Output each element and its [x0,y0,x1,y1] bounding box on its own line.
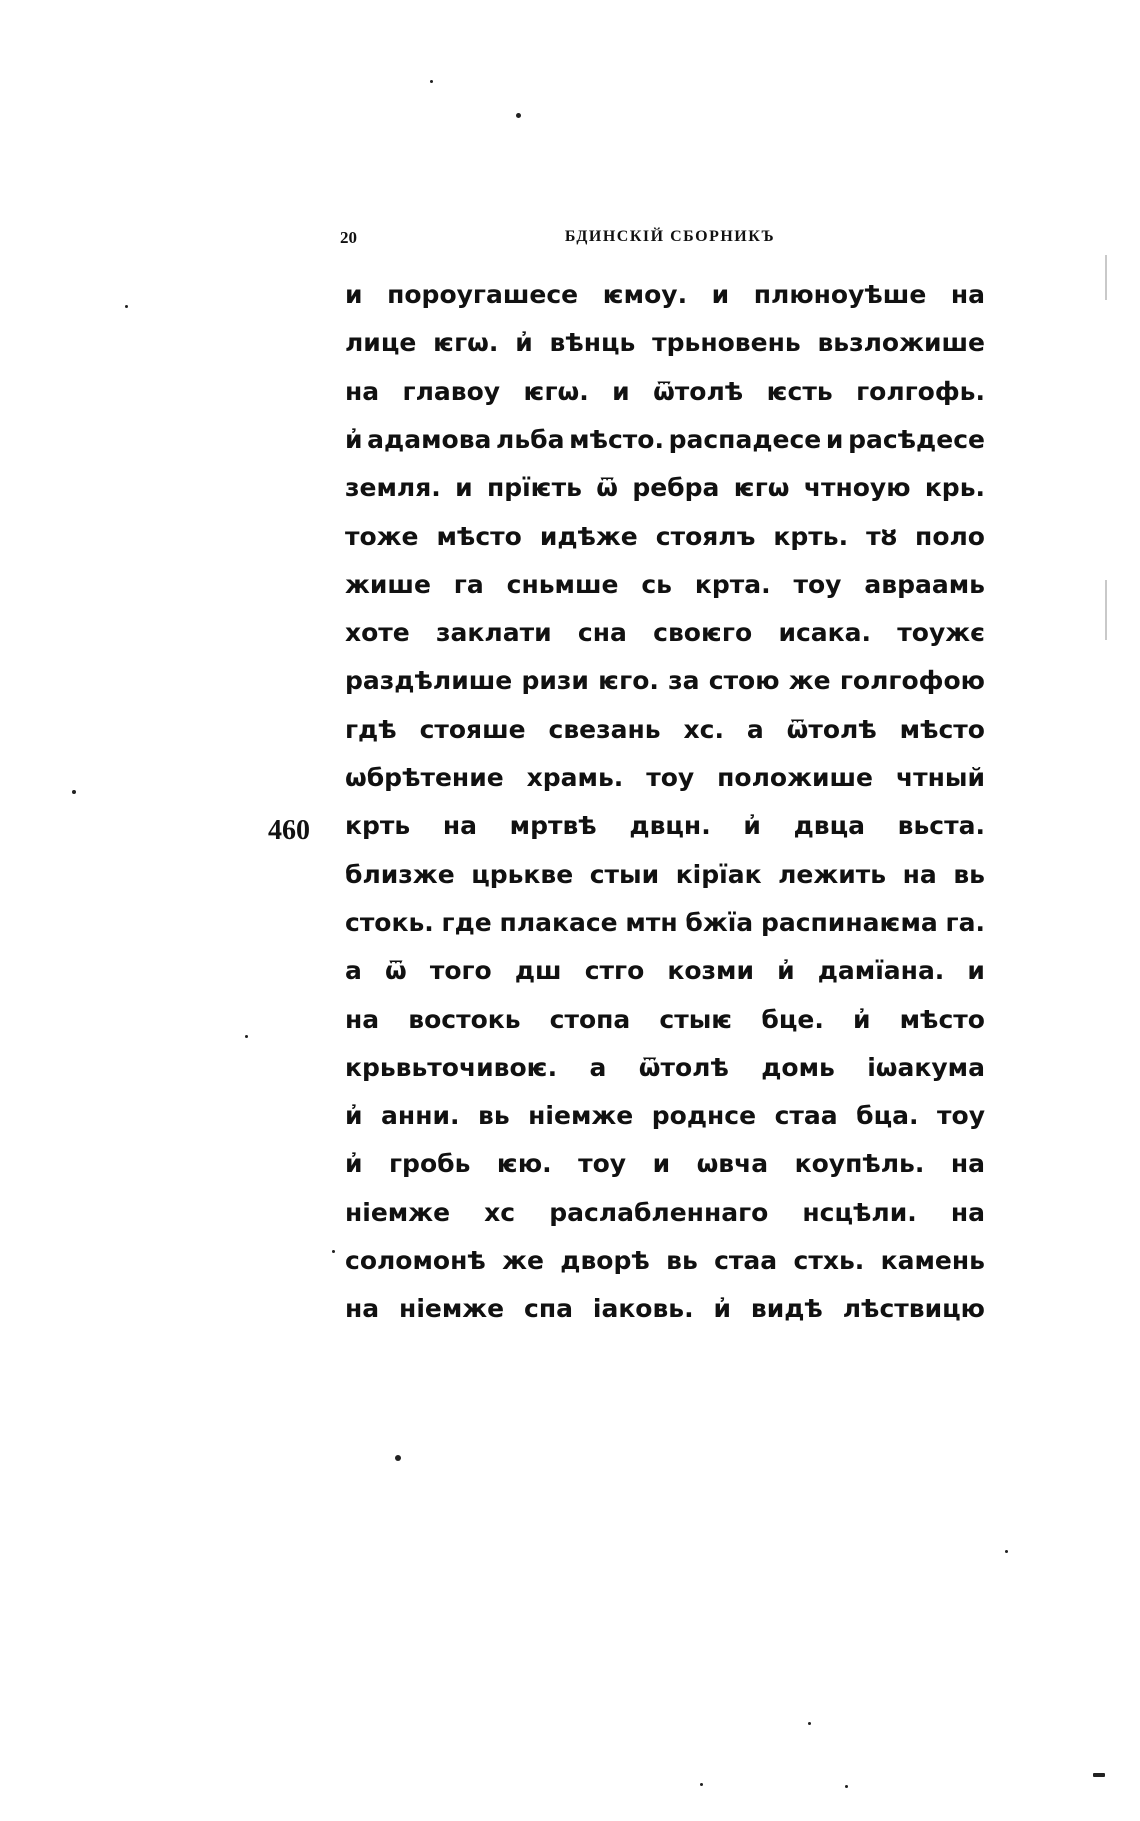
text-word: жише [345,569,431,599]
text-line [345,473,985,523]
text-word: и [612,376,630,406]
text-word: исака. [778,618,871,648]
text-word: вь [953,859,985,889]
text-word: положише [717,763,873,792]
text-word: хс [484,1197,516,1227]
text-word: же [502,1246,544,1275]
text-word: того [429,956,492,986]
text-word: стго [584,956,645,986]
text-line [345,1005,985,1055]
text-word: га. [945,907,985,937]
text-word: стхь. [793,1246,865,1275]
text-word: стокь. [345,907,434,937]
text-word: стыи [589,859,660,889]
text-word: и҆ [345,1101,363,1131]
text-word: и҆ [345,424,363,454]
text-word: на [950,1149,985,1179]
text-word: храмь. [526,763,624,792]
scan-speck [395,1455,401,1461]
page-number: 20 [340,228,357,247]
text-word: домь [761,1052,835,1082]
text-word: стоялъ [655,521,756,551]
text-word: ѥсть [766,376,833,406]
text-word: гдѣ [345,714,397,744]
text-line [345,956,985,1006]
text-word: сньмше [506,569,619,599]
text-word: мтн [625,907,678,937]
text-word: ѿтолѣ [638,1052,729,1082]
text-word: кірїак [675,859,762,889]
scan-speck [808,1722,811,1725]
text-word: лице [345,328,417,358]
text-word: тоже [345,521,419,551]
text-word: црькве [471,859,574,889]
text-word: и [825,424,844,454]
text-word: мѣсто [899,1004,985,1034]
text-word: раздѣлише [345,666,513,696]
text-word: востокь [408,1004,521,1034]
running-title: БДИНСКІЙ СБОРНИКЪ [564,228,776,245]
text-word: бце. [761,1004,824,1034]
text-line [345,715,985,765]
text-line [345,1149,985,1199]
text-word: и҆ [515,328,533,358]
text-word: крьвьточивоѥ. [345,1052,558,1082]
text-word: іѡакума [867,1052,985,1082]
text-word: хоте [345,618,410,648]
text-word: ребра [632,473,720,503]
text-word: ніемже [345,1197,451,1227]
text-line [345,763,985,813]
text-word: и҆ [743,811,761,841]
text-line [345,1101,985,1151]
text-word: а [345,956,362,986]
text-word: чтноую [803,473,911,503]
text-word: распадесе [668,424,822,454]
text-word: крь. [924,473,985,503]
text-word: трьновень [652,328,801,358]
text-word: тоу [578,1149,627,1179]
page-header [340,228,980,254]
text-word: крть. [773,521,849,551]
text-word: на [950,1197,985,1227]
text-line [345,425,985,475]
text-word: лежить [778,859,887,889]
text-word: а [589,1052,607,1082]
text-word: на [950,280,985,309]
text-word: и [652,1149,671,1179]
text-word: тоужє [897,618,985,648]
text-word: вь [666,1246,698,1275]
text-word: же [788,666,831,696]
page-edge-mark [1105,580,1107,640]
scan-speck [845,1785,848,1788]
text-word: главоу [402,376,501,406]
text-word: анни. [381,1101,460,1131]
text-word: голгофь. [856,376,985,406]
text-word: двцн. [629,811,711,841]
text-word: адамова [367,424,492,454]
text-word: коупѣль. [794,1149,925,1179]
text-word: мѣсто [899,714,985,744]
text-word: земля. [345,473,441,503]
text-word: тоу [646,763,695,792]
text-word: на [345,376,380,406]
scan-speck [72,790,76,794]
text-word: ѡвча [696,1149,769,1179]
text-word: ѿтолѣ [786,714,877,744]
scan-speck [332,1250,335,1253]
text-word: дш [514,956,562,986]
text-word: ризи [521,666,589,696]
text-word: ніемже [399,1294,505,1324]
text-line [345,280,985,330]
text-word: видѣ [750,1294,823,1324]
text-word: заклати [436,618,552,648]
text-word: ѿ [596,473,619,503]
text-word: тоу [937,1101,985,1131]
text-line [345,1053,985,1103]
text-word: нсцѣли. [802,1197,917,1227]
text-word: вь [478,1101,510,1131]
text-word: мѣсто. [569,424,664,454]
text-word: сь [641,569,672,599]
margin-line-number: 460 [268,815,310,846]
text-word: бца. [856,1101,919,1131]
text-word: поло [915,521,985,551]
text-word: авраамь [864,569,985,599]
text-word: іаковь. [592,1294,694,1324]
text-word: тȣ [866,521,898,551]
text-word: вьзложише [817,328,985,358]
text-word: ѥгѡ. [523,376,589,406]
text-line [345,618,985,668]
text-word: ѥю. [496,1149,552,1179]
text-line [345,1246,985,1296]
text-word: на [345,1004,380,1034]
text-word: и҆ [777,956,795,986]
text-word: ѿтолѣ [653,376,744,406]
text-word: а [746,714,764,744]
text-word: двца [793,811,865,841]
text-line [345,860,985,910]
scan-speck [516,113,521,118]
text-word: лѣствицю [842,1294,985,1324]
text-word: вѣнць [549,328,636,358]
text-word: голгофою [839,666,985,696]
text-word: тоу [793,569,842,599]
church-slavonic-text [345,280,985,1340]
text-word: ѥмоу. [602,280,688,309]
text-word: ѡбрѣтение [345,763,504,792]
text-word: вьста. [897,811,985,841]
text-word: козми [667,956,754,986]
text-word: распинаѥма [760,907,938,937]
text-word: и҆ [713,1294,732,1324]
text-line [345,1294,985,1344]
text-line [345,666,985,716]
text-word: пороугашесе [387,280,579,309]
page-edge-mark [1105,255,1107,300]
text-word: ѿ [384,956,407,986]
scan-speck [1093,1773,1105,1777]
text-word: крта. [694,569,771,599]
text-word: дворѣ [560,1246,650,1275]
text-word: дамїана. [817,956,945,986]
text-word: льба [496,424,565,454]
text-word: на [345,1294,380,1324]
text-word: прїѥть [486,473,582,503]
text-word: чтный [895,763,985,792]
text-line [345,377,985,427]
text-word: спа [524,1294,573,1324]
text-word: стою [708,666,780,696]
text-word: и [345,280,363,309]
text-word: и [967,956,985,986]
text-word: и҆ [852,1004,871,1034]
text-word: на [442,811,477,841]
text-word: за [668,666,700,696]
text-word: своѥго [653,618,753,648]
text-word: хс. [683,714,724,744]
text-word: мѣсто [436,521,522,551]
text-word: ніемже [528,1101,634,1131]
text-line [345,522,985,572]
scan-speck [245,1035,248,1038]
text-word: мртвѣ [509,811,597,841]
text-word: плюноуѣше [753,280,927,309]
text-word: идѣже [539,521,638,551]
text-word: и҆ [345,1149,363,1179]
text-word: ѥгѡ [733,473,790,503]
text-line [345,908,985,958]
scan-speck [430,80,433,83]
text-line [345,1198,985,1248]
text-word: свезань [548,714,661,744]
text-word: близже [345,859,455,889]
text-line [345,811,985,861]
scan-speck [1005,1550,1008,1553]
text-word: и [455,473,473,503]
text-line [345,328,985,378]
text-word: ѥго. [598,666,659,696]
text-word: расѣдесе [848,424,985,454]
text-line [345,570,985,620]
text-word: стыѥ [659,1004,733,1034]
text-word: соломонѣ [345,1246,486,1275]
text-word: и [711,280,730,309]
text-word: на [902,859,937,889]
text-word: га [453,569,484,599]
text-word: камень [880,1246,985,1275]
text-word: стаа [774,1101,838,1131]
text-word: ѥгѡ. [433,328,499,358]
text-word: стаа [714,1246,778,1275]
text-word: раслабленнаго [549,1197,769,1227]
scan-speck [125,305,128,308]
text-word: бжїа [685,907,754,937]
text-word: где [441,907,492,937]
text-word: плакасе [499,907,618,937]
text-word: гробь [389,1149,471,1179]
text-word: крть [345,811,411,841]
text-word: роднсе [651,1101,757,1131]
scan-speck [700,1783,703,1786]
text-word: стопа [549,1004,631,1034]
text-word: стояше [419,714,526,744]
text-word: сна [577,618,627,648]
